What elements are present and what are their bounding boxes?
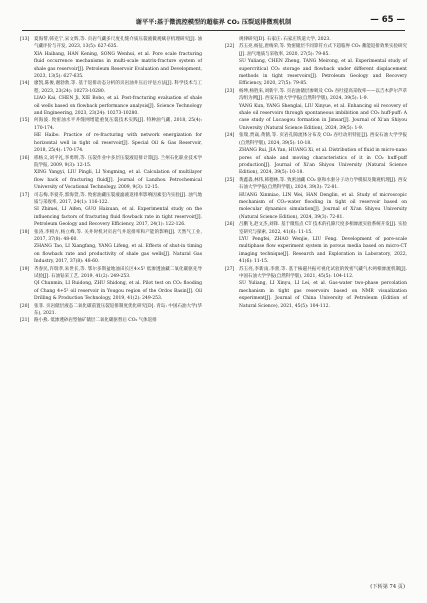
reference-chinese: 黄鑫淼,林伟,韩德林,等. 致密油藏 CO₂ 驱和水驱分子动力学模拟及微观机理[J]. 西安石油大学学报(自然科学版), 2024, 39(3): 72-81. bbox=[239, 177, 407, 191]
reference-english: HE Haibo. Practice of re-fracturing with network energization for horizontal well in tight oil reservoir[J]. Special Oil & Gas Reservoir, 2018, 25(4): 170-174. bbox=[34, 133, 202, 154]
reference-number: [16] bbox=[20, 155, 30, 161]
page-header bbox=[22, 16, 405, 31]
reference-chinese: 廖凯,陈俊,谢勃勃,等. 基于返排动态分析的页岩油井压后评估方法[J]. 科学技术与工程, 2023, 23(24): 10273-10280. bbox=[34, 81, 202, 94]
reference-chinese: 规律研究[D]. 石家庄: 石家庄铁道大学, 2023. bbox=[239, 37, 331, 42]
reference-chinese: 苏玉亮,李新雨,李蕾,等. 基于核磁共振可视化试验的致密气藏气水两相渗流机制[J]. 中国石油大学学报(自然科学版), 2021, 45(5): 104-112. bbox=[239, 266, 407, 279]
reference-entry bbox=[225, 88, 407, 132]
reference-chinese: 杨坤,杨胜来,刘新宇,等. 页岩油储层渗吸及 CO₂ 吞吐提高采收率——以吉木萨尔芦草沟组为例[J]. 西安石油大学学报(自然科学版), 2024, 39(5): 1-9. bbox=[239, 88, 407, 102]
continued-note: (下转第 74 页) bbox=[370, 584, 405, 590]
reference-english: XIA Haibang, HAN Kening, SONG Wenhui, et al. Pore scale fracturing fluid occurrence mechanisms in multi-scale matrix-fracture system of shale gas reservoir[J]. Petroleum Reservoir Evaluation and Development, 2023, 13(5): 627-635. bbox=[34, 51, 202, 80]
reference-entry bbox=[20, 117, 202, 154]
reference-english: HUANG Xinmiao, LIN Wei, HAN Denglin, et al. Study of microscopic mechanism of CO₂-water flooding in tight oil reservoir based on molecular dynamics simulation[J]. Journal of Xi'an Shiyou University (Natural Science Edition), 2024, 39(3): 72-81. bbox=[239, 192, 407, 220]
reference-english: SU Yuliang, CHEN Zheng, TANG Meirong, et al. Experimental study of supercritical CO₂ storage and flowback under different displacement methods in tight reservoirs[J]. Petroleum Geology and Recovery Efficiency, 2020, 27(5): 79-85. bbox=[239, 59, 407, 87]
running-title: 谢平平:基于微流控模型的超临界 CO₂ 压裂返排微观机制 bbox=[135, 19, 292, 26]
reference-english: SI Zhimei, LI Aifen, GUO Haixuan, et al. Experimental study on the influencing factors of fracturing fluid flowback rate in tight reservoir[J]. Petroleum Geology and Recovery Efficiency, 2017, 24(1): 122-126. bbox=[34, 207, 202, 228]
reference-entry bbox=[225, 43, 407, 87]
reference-chinese: 路小燕. 低渗透砂岩型铀矿储层二氧化碳驱替后 CO₂ 气体返排 bbox=[34, 318, 157, 324]
reference-entry bbox=[20, 192, 202, 229]
reference-chinese: 苏玉亮,杨征,唐梅荣,等. 致密储层不同算符方式下超临界 CO₂ 蓄能返排效果实验研究[J]. 油气地质与采收率, 2020, 27(5): 79-85. bbox=[239, 44, 407, 57]
reference-number: [27] bbox=[225, 266, 235, 272]
reference-number: [19] bbox=[20, 266, 30, 272]
reference-chinese: 张瑞,贾焱,黄鹤,等. 页岩孔隙流体分布及 CO₂ 吞吐动用特征[J]. 西安石油大学学报(自然科学版), 2024, 39(5): 10-18. bbox=[239, 133, 407, 146]
reference-number: [15] bbox=[20, 118, 30, 124]
right-reference-column bbox=[225, 36, 407, 310]
reference-english: ZHANG Tao, LI Xiangfang, YANG Lifeng, et al. Effects of shut-in timing on flowback rate and productivity of shale gas wells[J]. Natural Gas Industry, 2017, 37(8): 48-60. bbox=[34, 244, 202, 265]
reference-english: XING Yangyi, LIU Pingli, LI Yongming, et al. Calculation of multilayer flow back of fracturing fluid[J]. Journal of Lanzhou Petrochemical University of Vocational Technology, 2009, 9(3): 12-15. bbox=[34, 170, 202, 191]
reference-number: [26] bbox=[225, 222, 235, 228]
reference-english: QI Chunmin, LI Ruidong, ZHU Shidong, et al. Pilot test on CO₂ flooding of Chang 4+5² oil reservoir in Yougou region of the Ordos Basin[J]. Oil Drilling & Production Technology, 2019, 41(2): 249-253. bbox=[34, 281, 202, 302]
reference-number: [23] bbox=[225, 88, 235, 94]
reference-entry bbox=[225, 36, 407, 43]
reference-entry bbox=[20, 229, 202, 266]
reference-number: [22] bbox=[225, 44, 235, 50]
reference-english: ZHANG Rui, JIA Yan, HUANG Xi, et al. Distribution of fluid in micro-nano pores of shale and moving characteristics of it in CO₂ huff-puff production[J]. Journal of Xi'an Shiyou University (Natural Science Edition), 2024, 39(5): 10-18. bbox=[239, 148, 407, 176]
reference-number: [25] bbox=[225, 177, 235, 183]
reference-entry bbox=[225, 177, 407, 221]
reference-entry bbox=[225, 132, 407, 176]
reference-chinese: 何海波. 致密油水平井缝网增能重复压裂技术实践[J]. 特种油气藏, 2018, 25(4): 170-174. bbox=[34, 118, 202, 131]
reference-entry bbox=[20, 317, 202, 324]
reference-entry bbox=[225, 266, 407, 310]
reference-chinese: 夏海帮,韩克宁,宋文辉,等. 页岩气藏多尺度孔缝介质压裂液微观赋存机理研究[J]. 油气藏评价与开发, 2023, 13(5): 627-635. bbox=[34, 37, 202, 50]
reference-chinese: 齐春民,许瑞孝,朱世长,等. 鄂尔多斯盆地油田长区4×5² 低渗透油藏二氧化碳驱先导试验[J]. 石油钻采工艺, 2019, 41(2): 249-253. bbox=[34, 266, 202, 279]
reference-chinese: 吕鹏飞,赵文杰,刘锋. 基于微焦点 CT 技术的孔隙尺度多相渗流实验系统开发[J]. 实验室研究与探索, 2022, 41(6): 11-15. bbox=[239, 222, 407, 235]
reference-entry bbox=[20, 36, 202, 80]
reference-number: [17] bbox=[20, 192, 30, 198]
reference-entry bbox=[20, 80, 202, 117]
reference-number: [14] bbox=[20, 81, 30, 87]
reference-chinese: 司志梅,李爱芬,郭海萱,等. 致密油藏压裂液滤液返排率影响因素室内实验[J]. 油气地质与采收率, 2017, 24(1): 116-122. bbox=[34, 192, 202, 205]
reference-entry bbox=[20, 266, 202, 303]
reference-english: YANG Kun, YANG Shenglai, LIU Xinyue, et al. Enhancing oil recovery of shale oil reservoirs through spontaneous imbibition and CO₂ huff-puff: A case study of Lucaogou formation in Jimsar[J]. Journal of Xi'an Shiyou University (Natural Science Edition), 2024, 39(5): 1-9. bbox=[239, 103, 407, 131]
reference-entry bbox=[20, 303, 202, 318]
reference-entry bbox=[225, 221, 407, 265]
page-number: — 65 — bbox=[370, 15, 405, 25]
reference-chinese: 张涛,李相方,杨立峰,等. 关井时机对页岩气井返排率和产能的影响[J]. 天然气工业, 2017, 37(8): 48-60. bbox=[34, 229, 202, 242]
reference-number: [21] bbox=[20, 318, 30, 324]
reference-english: LYU Pengfei, ZHAO Wenjie, LIU Feng. Development of pore-scale multiphase flow experiment system in porous media based on micro-CT imaging technique[J]. Research and Exploration in Laboratory, 2022, 41(6): 11-15. bbox=[239, 236, 407, 265]
reference-entry bbox=[20, 155, 202, 192]
left-reference-column bbox=[20, 36, 202, 325]
reference-number: [20] bbox=[20, 303, 30, 309]
reference-chinese: 张菲. 页岩储层液态二氧化碳前置压裂返排制度优化研究[D]. 青岛: 中国石油大学(华东), 2021. bbox=[34, 303, 202, 317]
reference-chinese: 邢杨义,刘平礼,李勇明,等. 压裂作业中多层压裂液返排计算[J]. 兰州石化职业技术学院学报, 2009, 9(3): 12-15. bbox=[34, 155, 202, 168]
reference-english: LIAO Kai, CHEN Ji, XIE Bobo, et al. Post-fracturing evaluation of shale oil wells based on flowback performance analysis[J]. Science Technology and Engineering, 2023, 23(24): 10273-10280. bbox=[34, 96, 202, 117]
reference-number: [24] bbox=[225, 133, 235, 139]
reference-english: SU Yuliang, LI Xinyu, LI Lei, et al. Gas-water two-phase percolation mechanism in tight gas reservoirs based on NMR visualization experiment[J]. Journal of China University of Petroleum (Edition of Natural Science), 2021, 45(5): 104-112. bbox=[239, 281, 407, 309]
reference-number: [18] bbox=[20, 229, 30, 235]
reference-number: [13] bbox=[20, 37, 30, 42]
